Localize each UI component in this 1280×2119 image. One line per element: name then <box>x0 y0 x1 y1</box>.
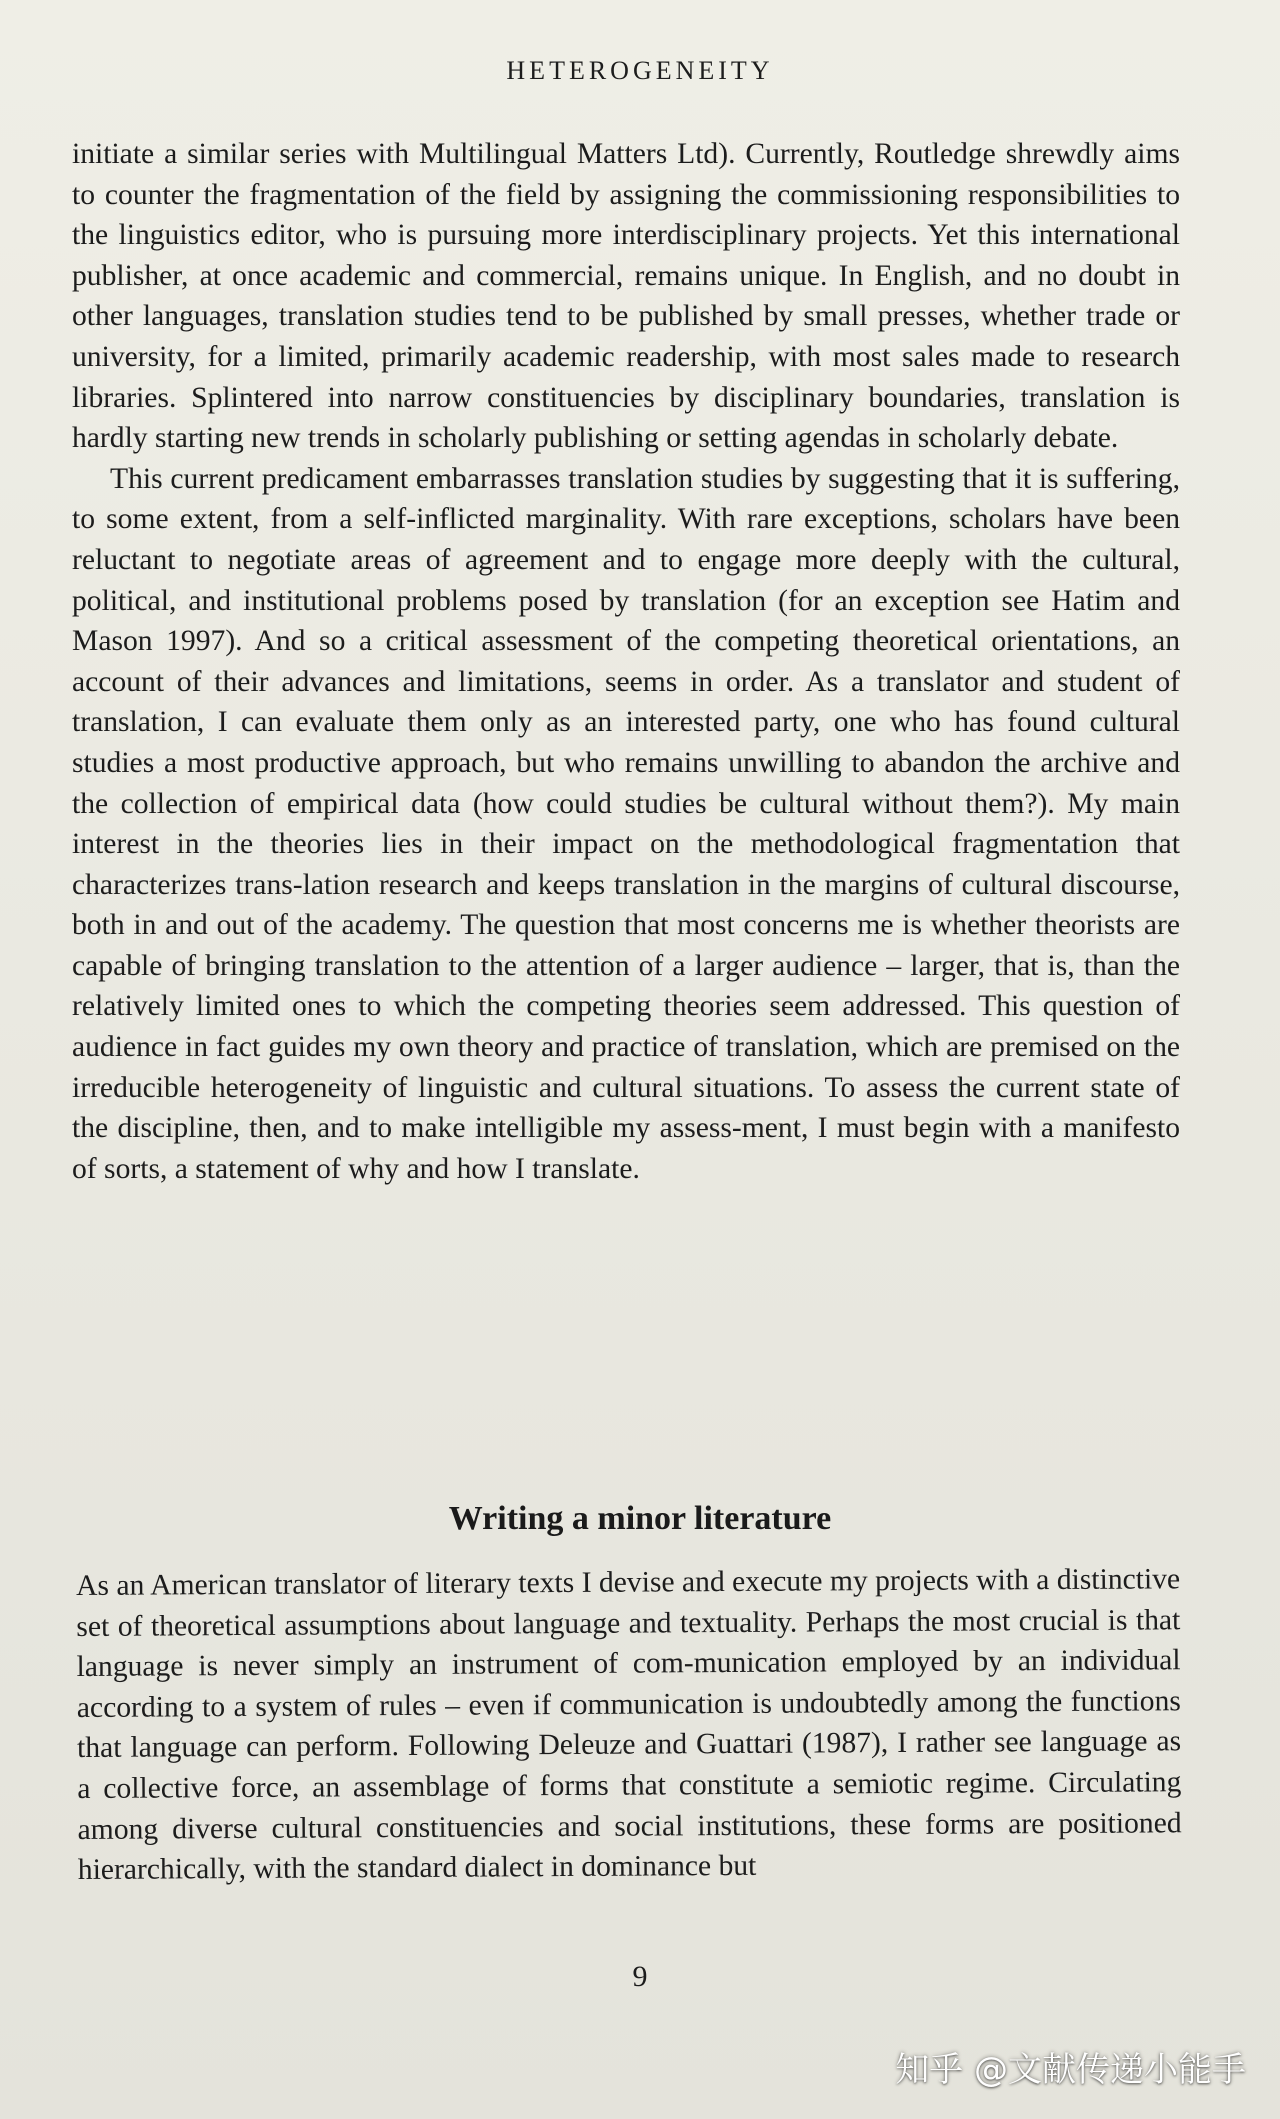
paragraph-predicament: This current predicament embarrasses translation studies by suggesting that it is suffering, to some extent, from a self-inflicted marginality. With rare exceptions, scholars have been reluctant to negotiate areas of agreement and to engage more deeply with the cultural, political, and institutional problems posed by translation (for an exception see Hatim and Mason 1997). And so a critical assessment of the competing theoretical orientations, an account of their advances and limitations, seems in order. As a translator and student of translation, I can evaluate them only as an interested party, one who has found cultural studies a most productive approach, but who remains unwilling to abandon the archive and the collection of empirical data (how could studies be cultural without them?). My main interest in the theories lies in their impact on the methodological fragmentation that characterizes trans-lation research and keeps translation in the margins of cultural discourse, both in and out of the academy. The question that most concerns me is whether theorists are capable of bringing translation to the attention of a larger audience – larger, that is, than the relatively limited ones to which the competing theories seem addressed. This question of audience in fact guides my own theory and practice of translation, which are premised on the irreducible heterogeneity of linguistic and cultural situations. To assess the current state of the discipline, then, and to make intelligible my assess-ment, I must begin with a manifesto of sorts, a statement of why and how I translate. <box>72 462 1180 1185</box>
paragraph-minor-literature: As an American translator of literary texts I devise and execute my projects with a distinctive set of theoretical assumptions about language and textuality. Perhaps the most crucial is that language is never simply an instrument of com-munication employed by an individual according to a system of rules – even if communication is undoubtedly among the functions that language can perform. Following Deleuze and Guattari (1987), I rather see language as a collective force, an assemblage of forms that constitute a semiotic regime. Circulating among diverse cultural constituencies and social institutions, these forms are positioned hierarchically, with the standard dialect in dominance but <box>76 1563 1182 1887</box>
paragraph-continued: initiate a similar series with Multilingual Matters Ltd). Currently, Routledge shrewdly aims to counter the fragmentation of the field by assigning the commissioning responsibilities to the linguistics editor, who is pursuing more interdisciplinary projects. Yet this international publisher, at once academic and commercial, remains unique. In English, and no doubt in other languages, translation studies tend to be published by small presses, whether trade or university, for a limited, primarily academic readership, with most sales made to research libraries. Splintered into narrow constituencies by disciplinary boundaries, translation is hardly starting new trends in scholarly publishing or setting agendas in scholarly debate. <box>72 138 1180 455</box>
body-text <box>72 134 1180 1189</box>
section-text <box>76 1559 1182 1890</box>
section-heading: Writing a minor literature <box>448 1500 832 1537</box>
watermark: 知乎 @文献传递小能手 <box>895 2050 1246 2090</box>
running-head: HETEROGENEITY <box>506 56 774 85</box>
page-number: 9 <box>632 1960 648 1993</box>
